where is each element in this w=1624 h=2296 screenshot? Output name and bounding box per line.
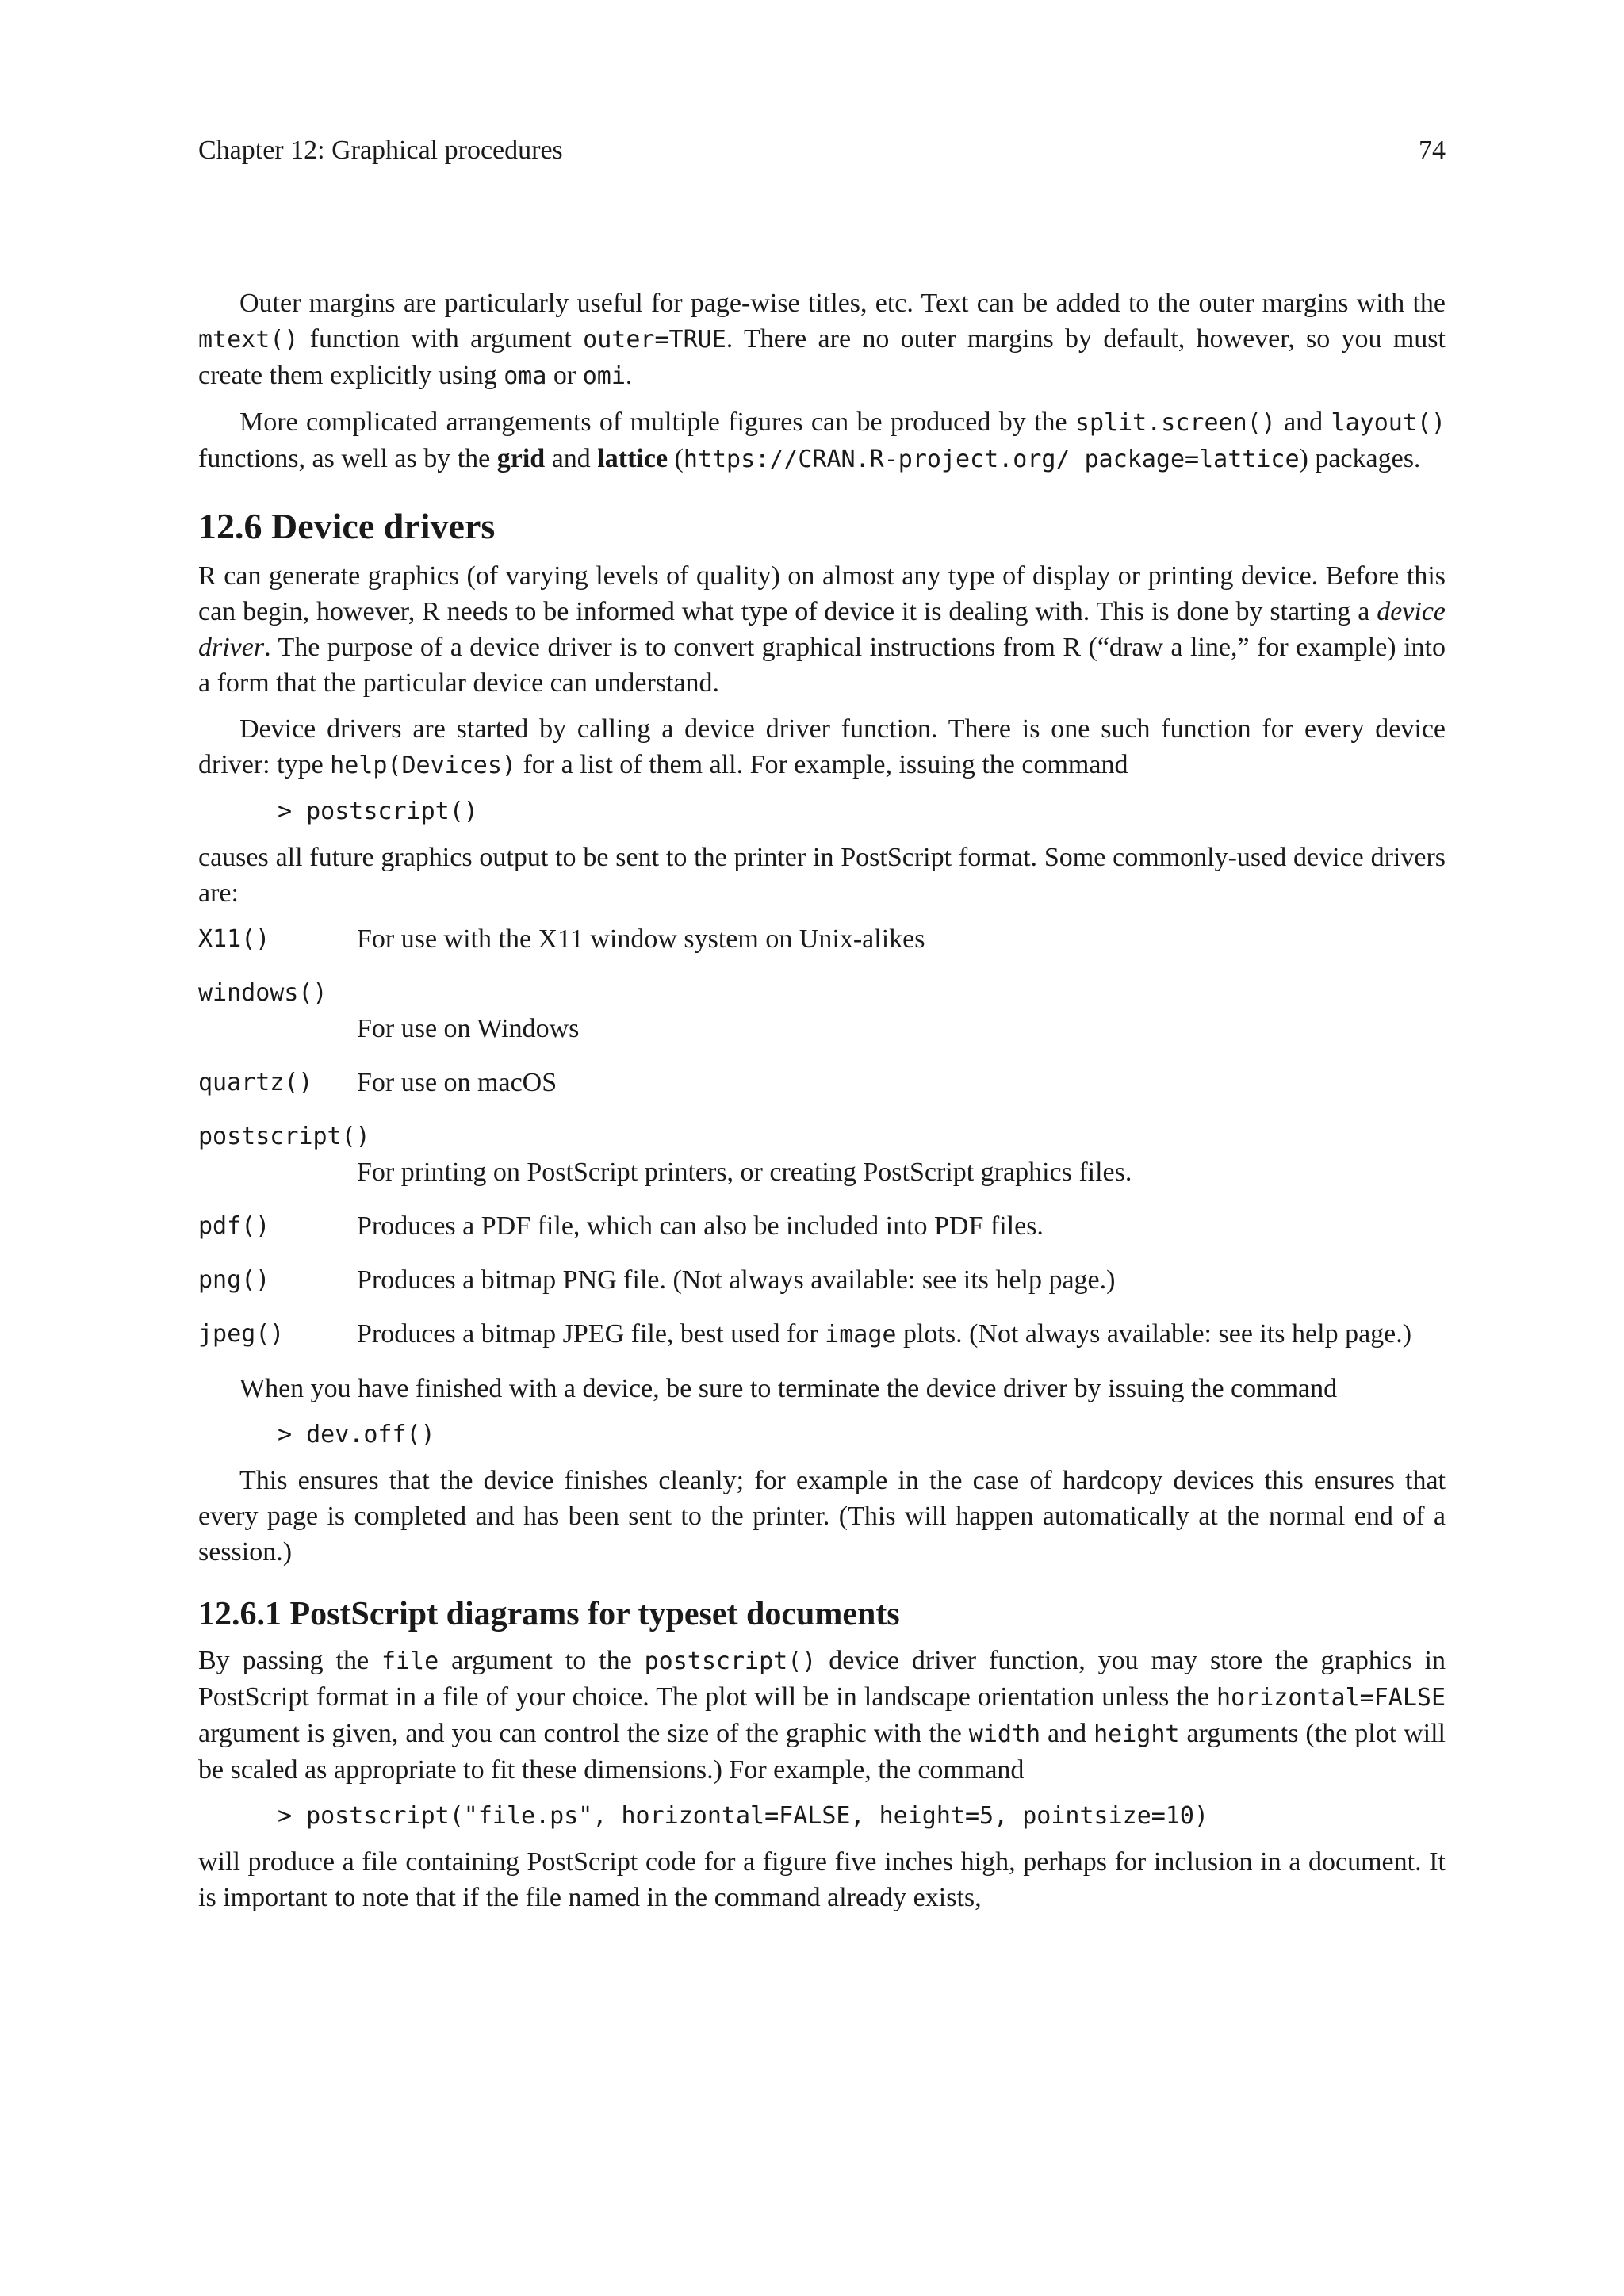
list-item xyxy=(198,1208,1446,1244)
code-inline: help(Devices) xyxy=(330,752,516,779)
code-inline: image xyxy=(825,1321,897,1349)
device-term: windows() xyxy=(198,979,327,1007)
device-description: Produces a bitmap JPEG file, best used for image plots. (Not always available: see its help page.) xyxy=(357,1319,1412,1349)
paragraph-arrangements: More complicated arrangements of multiple figures can be produced by the split.screen() and layout() functions, as well as by the grid and lattice (https://CRAN.R-project.org/ package=lattice) packages. xyxy=(198,408,1446,473)
device-term: quartz() xyxy=(198,1069,313,1096)
device-term: png() xyxy=(198,1266,270,1294)
paragraph-device-intro: R can generate graphics (of varying levels of quality) on almost any type of display or printing device. Before this can begin, however, R needs to be informed what type of device it is dealing with. This is done by starting a device driver. The purpose of a device driver is to convert graphical instructions from R (“draw a line,” for example) into a form that the particular device can understand. xyxy=(198,561,1446,698)
code-inline: mtext() xyxy=(198,326,299,354)
device-term: pdf() xyxy=(198,1212,270,1240)
code-inline: split.screen() xyxy=(1074,409,1276,437)
device-term: jpeg() xyxy=(198,1320,285,1348)
package-name: lattice xyxy=(597,444,668,473)
code-example-dev-off: > dev.off() xyxy=(278,1421,435,1448)
package-name: grid xyxy=(496,444,546,473)
paragraph-finish-device: When you have finished with a device, be sure to terminate the device driver by issuing the command xyxy=(239,1374,1338,1403)
code-inline: postscript() xyxy=(644,1647,817,1675)
code-inline: height xyxy=(1094,1720,1180,1748)
device-description: For use on macOS xyxy=(357,1068,557,1097)
subsection-heading-postscript-diagrams: 12.6.1 PostScript diagrams for typeset documents xyxy=(198,1596,900,1632)
device-description: For printing on PostScript printers, or creating PostScript graphics files. xyxy=(357,1158,1132,1187)
paragraph-postscript-output: causes all future graphics output to be sent to the printer in PostScript format. Some commonly-used device drivers are: xyxy=(198,843,1446,908)
code-inline: outer=TRUE xyxy=(583,326,726,354)
paragraph-starting-drivers: Device drivers are started by calling a device driver function. There is one such function for every device driver: type help(Devices) for a list of them all. For example, issuing the command xyxy=(198,714,1446,779)
page-body xyxy=(198,285,1446,1926)
page-number: 74 xyxy=(1419,136,1446,165)
list-item xyxy=(198,1119,1446,1190)
list-item xyxy=(198,1316,1446,1353)
list-item xyxy=(198,1065,1446,1100)
device-term: postscript() xyxy=(198,1123,370,1150)
paragraph-finish-cleanly: This ensures that the device finishes cleanly; for example in the case of hardcopy devices this ensures that every page is completed and has been sent to the printer. (This will happen automatically at the normal end of a session.) xyxy=(198,1466,1446,1567)
code-example-postscript: > postscript() xyxy=(278,798,478,825)
code-inline: horizontal=FALSE xyxy=(1216,1684,1446,1712)
chapter-title: Chapter 12: Graphical procedures xyxy=(198,136,563,165)
code-inline: layout() xyxy=(1331,409,1446,437)
code-inline: omi xyxy=(582,362,626,390)
device-driver-list xyxy=(198,921,1446,1353)
running-header xyxy=(198,133,1446,168)
list-item xyxy=(198,921,1446,957)
device-description: For use on Windows xyxy=(357,1014,580,1043)
device-description: For use with the X11 window system on Unix-alikes xyxy=(357,924,925,954)
code-inline: file xyxy=(381,1647,439,1675)
device-description: Produces a PDF file, which can also be included into PDF files. xyxy=(357,1211,1044,1241)
list-item xyxy=(198,975,1446,1047)
device-term: X11() xyxy=(198,925,270,953)
code-example-postscript-file: > postscript("file.ps", horizontal=FALSE, height=5, pointsize=10) xyxy=(278,1802,1208,1830)
list-item xyxy=(198,1262,1446,1298)
paragraph-file-inclusion: will produce a file containing PostScript code for a figure five inches high, perhaps for inclusion in a document. It is important to note that if the file named in the command already exists, xyxy=(198,1847,1446,1912)
paragraph-postscript-file: By passing the file argument to the postscript() device driver function, you may store the graphics in PostScript format in a file of your choice. The plot will be in landscape orientation unless the horizontal=FALSE argument is given, and you can control the size of the graphic with the width and height arguments (the plot will be scaled as appropriate to fit these dimensions.) For example, the command xyxy=(198,1646,1446,1785)
device-description: Produces a bitmap PNG file. (Not always available: see its help page.) xyxy=(357,1265,1116,1295)
paragraph-outer-margins: Outer margins are particularly useful for page-wise titles, etc. Text can be added to the outer margins with the mtext() function with argument outer=TRUE. There are no outer margins by default, however, so you must create them explicitly using oma or omi. xyxy=(198,289,1446,390)
code-inline: oma xyxy=(504,362,547,390)
section-heading-device-drivers: 12.6 Device drivers xyxy=(198,506,496,546)
emphasis: device driver xyxy=(198,597,1446,662)
code-inline: width xyxy=(968,1720,1041,1748)
lattice-url-link[interactable]: https://CRAN.R-project.org/ package=lattice xyxy=(683,446,1300,473)
